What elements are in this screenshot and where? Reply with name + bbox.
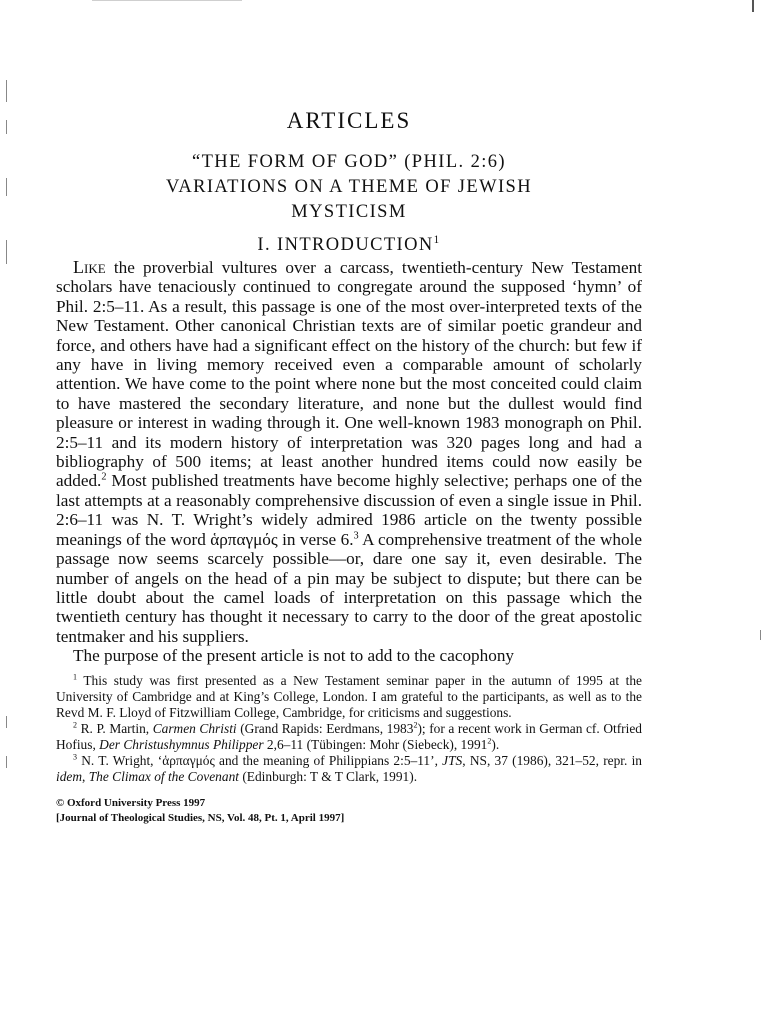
idem-word: idem xyxy=(56,768,83,784)
footnote-1 xyxy=(56,673,642,721)
paragraph-text: the proverbial vultures over a carcass, twentieth-century New Testament scholars have tenaciously continued to congregate around the supposed ‘hymn’ of Phil. 2:5–11. As a result, this passage is one of the most over-interpreted texts of the New Testament. Other canonical Christian texts are of similar poetic grandeur and force, and others have had a significant effect on the history of the church: but few if any have in living memory received even a comparable amount of scholarly attention. We have come to the point where none but the most conceited could claim to have mastered the secondary literature, and none but the dullest would find pleasure or interest in wading through it. One well-known 1983 monograph on Phil. 2:5–11 and its modern history of interpretation was 320 pages long and had a bibliography of 500 items; at least another hundred items could now easily be added. xyxy=(56,258,642,491)
scan-margin-mark xyxy=(760,630,761,640)
footnote-marker: 2 xyxy=(101,471,107,483)
footnote-text: (Edinburgh: T & T Clark, 1991). xyxy=(239,768,418,784)
footnote-text: (Grand Rapids: Eerdmans, 1983 xyxy=(236,720,414,736)
footnote-marker: 3 xyxy=(353,529,359,541)
footnote-2 xyxy=(56,721,642,753)
paragraph xyxy=(56,646,642,665)
footnote-text: 2,6–11 (Tübingen: Mohr (Siebeck), 1991 xyxy=(263,736,488,752)
article-body xyxy=(56,258,642,666)
section-title: ARTICLES xyxy=(286,108,412,133)
footnote-text: R. P. Martin, xyxy=(77,720,153,736)
footnote-marker: 1 xyxy=(433,233,441,246)
scan-margin-mark xyxy=(6,756,7,768)
article-title-line: VARIATIONS ON A THEME OF JEWISH xyxy=(166,177,532,197)
imprint xyxy=(56,796,642,826)
journal-abbrev: JTS xyxy=(442,752,463,768)
footnote-text: , xyxy=(82,768,89,784)
journal-page xyxy=(56,108,642,826)
scan-margin-mark xyxy=(6,80,7,102)
footnote-number: 3 xyxy=(73,752,78,762)
paragraph-text: The purpose of the present article is not to add to the cacophony xyxy=(73,646,515,666)
scan-edge-mark xyxy=(752,0,754,12)
footnote-text: This study was first presented as a New Testament seminar paper in the autumn of 1995 at the University of Cambridge and at King’s College, London. I am grateful to the participants, as well as to the Revd M. F. Lloyd of Fitzwilliam College, Cambridge, for criticisms and suggestions. xyxy=(56,672,642,720)
scan-margin-mark xyxy=(6,716,7,728)
paragraph xyxy=(56,258,642,646)
article-title-line: MYSTICISM xyxy=(291,202,407,222)
footnote-text: , NS, 37 (1986), 321–52, repr. in xyxy=(462,752,643,768)
footnote-text: N. T. Wright, ‘ἁρπαγμός and the meaning of Philippians 2:5–11’, xyxy=(77,752,443,768)
book-title: Der Christushymnus Philipper xyxy=(99,736,264,752)
footnote-text: ). xyxy=(491,736,500,752)
article-title-line: “THE FORM OF GOD” (PHIL. 2:6) xyxy=(192,152,506,172)
citation-line: [Journal of Theological Studies, NS, Vol. 48, Pt. 1, April 1997] xyxy=(56,811,345,824)
paragraph-text: Most published treatments have become highly selective; perhaps one of the last attempts at a reasonably comprehensive discussion of even a single issue in Phil. 2:6–11 was N. T. Wright’s widely admired 1986 article on the twenty possible meanings of the word ἁρπαγμός in verse 6. xyxy=(56,471,642,549)
section-heading-text: I. INTRODUCTION xyxy=(257,235,434,255)
footnote-3 xyxy=(56,753,642,785)
paragraph-text: A comprehensive treatment of the whole passage now seems scarcely possible—or, dare one say it, even desirable. The number of angels on the head of a pin may be subject to dispute; but there can be little doubt about the camel loads of interpretation on this passage which the twentieth century has thought it necessary to carry to the door of the great apostolic tentmaker and his suppliers. xyxy=(56,529,642,646)
drop-word: Like xyxy=(73,257,106,277)
footnote-number: 1 xyxy=(73,672,78,682)
scan-margin-mark xyxy=(6,240,7,264)
copyright-line: © Oxford University Press 1997 xyxy=(56,796,206,809)
book-title: Carmen Christi xyxy=(152,720,237,736)
edition-marker: 2 xyxy=(413,720,418,730)
section-heading xyxy=(56,235,642,256)
top-rule xyxy=(92,0,242,1)
footnotes xyxy=(56,673,642,785)
scan-margin-mark xyxy=(6,120,7,134)
book-title: The Climax of the Covenant xyxy=(88,768,239,784)
scan-margin-mark xyxy=(6,178,7,196)
edition-marker: 2 xyxy=(487,736,492,746)
footnote-number: 2 xyxy=(73,720,78,730)
footnote-text: ); for a recent work in German cf. Otfried Hofius, xyxy=(56,720,642,752)
article-title xyxy=(56,150,642,225)
